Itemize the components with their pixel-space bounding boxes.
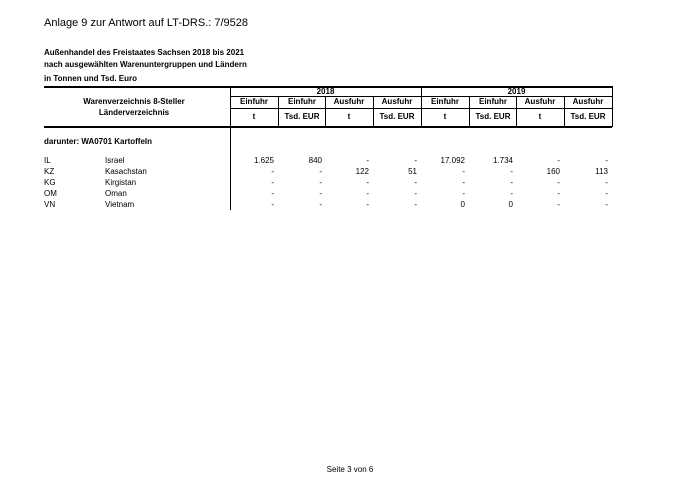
table-cell: -	[271, 189, 274, 198]
table-cell: -	[557, 156, 560, 165]
unit-header: Tsd. EUR	[570, 112, 606, 121]
table-subtitle: nach ausgewählten Warenuntergruppen und Ländern	[44, 60, 247, 69]
table-row	[0, 166, 700, 177]
unit-header: t	[347, 112, 351, 121]
flow-header: Einfuhr	[431, 97, 459, 106]
unit-header: Tsd. EUR	[284, 112, 320, 121]
table-title: Außenhandel des Freistaates Sachsen 2018 bis 2021	[44, 48, 245, 57]
table-row	[0, 155, 700, 166]
table-cell: -	[462, 178, 465, 187]
table-cell: -	[366, 178, 369, 187]
year-header-2019: 2019	[507, 87, 526, 96]
table-cell: -	[414, 189, 417, 198]
table-cell: 122	[355, 167, 369, 176]
flow-header: Ausfuhr	[333, 97, 365, 106]
table-cell: 1.734	[492, 156, 513, 165]
table-cell: -	[366, 156, 369, 165]
table-cell: -	[414, 178, 417, 187]
table-cell: -	[414, 156, 417, 165]
table-cell: -	[366, 200, 369, 209]
flow-header: Einfuhr	[479, 97, 507, 106]
unit-header: Tsd. EUR	[379, 112, 415, 121]
table-cell: -	[510, 189, 513, 198]
table-cell: -	[319, 167, 322, 176]
table-cell: -	[605, 178, 608, 187]
table-cell: -	[319, 200, 322, 209]
country-name: Vietnam	[105, 200, 135, 209]
table-cell: 160	[546, 167, 560, 176]
table-cell: -	[510, 167, 513, 176]
table-cell: 17.092	[440, 156, 465, 165]
table-header-bottom-rule	[44, 126, 612, 128]
country-name: Kasachstan	[105, 167, 147, 176]
table-cell: 1.625	[253, 156, 274, 165]
flow-header: Ausfuhr	[524, 97, 556, 106]
table-cell: -	[271, 178, 274, 187]
country-code: KG	[44, 178, 56, 187]
unit-line: in Tonnen und Tsd. Euro	[44, 74, 138, 83]
table-row	[0, 199, 700, 210]
column-header-commodity: Warenverzeichnis 8-Steller	[83, 97, 185, 106]
table-cell: -	[319, 178, 322, 187]
flow-header: Ausfuhr	[572, 97, 604, 106]
table-cell: -	[605, 189, 608, 198]
flow-header: Ausfuhr	[381, 97, 413, 106]
country-code: VN	[44, 200, 56, 209]
unit-header: t	[538, 112, 542, 121]
table-cell: -	[605, 156, 608, 165]
year-header-2018: 2018	[316, 87, 335, 96]
table-cell: 113	[595, 167, 608, 176]
table-cell: -	[510, 178, 513, 187]
table-cell: -	[462, 167, 465, 176]
table-cell: 0	[508, 200, 513, 209]
table-cell: -	[366, 189, 369, 198]
table-cell: 51	[408, 167, 417, 176]
unit-header: t	[252, 112, 256, 121]
table-row	[0, 188, 700, 199]
unit-header: Tsd. EUR	[475, 112, 511, 121]
table-cell: -	[271, 200, 274, 209]
page-footer: Seite 3 von 6	[326, 465, 374, 474]
flow-header: Einfuhr	[288, 97, 316, 106]
table-cell: -	[605, 200, 608, 209]
table-cell: -	[462, 189, 465, 198]
country-code: OM	[44, 189, 57, 198]
flow-header: Einfuhr	[240, 97, 268, 106]
unit-header: t	[443, 112, 447, 121]
table-cell: 840	[308, 156, 322, 165]
country-name: Kirgistan	[105, 178, 137, 187]
section-label: darunter: WA0701 Kartoffeln	[44, 137, 153, 146]
table-cell: -	[319, 189, 322, 198]
table-cell: -	[557, 189, 560, 198]
table-row	[0, 177, 700, 188]
table-cell: 0	[460, 200, 465, 209]
country-code: KZ	[44, 167, 55, 176]
table-cell: -	[414, 200, 417, 209]
column-header-country: Länderverzeichnis	[98, 108, 170, 117]
header-column-rule	[612, 86, 613, 127]
table-cell: -	[557, 178, 560, 187]
table-cell: -	[557, 200, 560, 209]
country-code: IL	[44, 156, 51, 165]
country-name: Oman	[105, 189, 127, 198]
country-name: Israel	[105, 156, 125, 165]
page-header: Anlage 9 zur Antwort auf LT-DRS.: 7/9528	[44, 17, 249, 29]
table-cell: -	[271, 167, 274, 176]
